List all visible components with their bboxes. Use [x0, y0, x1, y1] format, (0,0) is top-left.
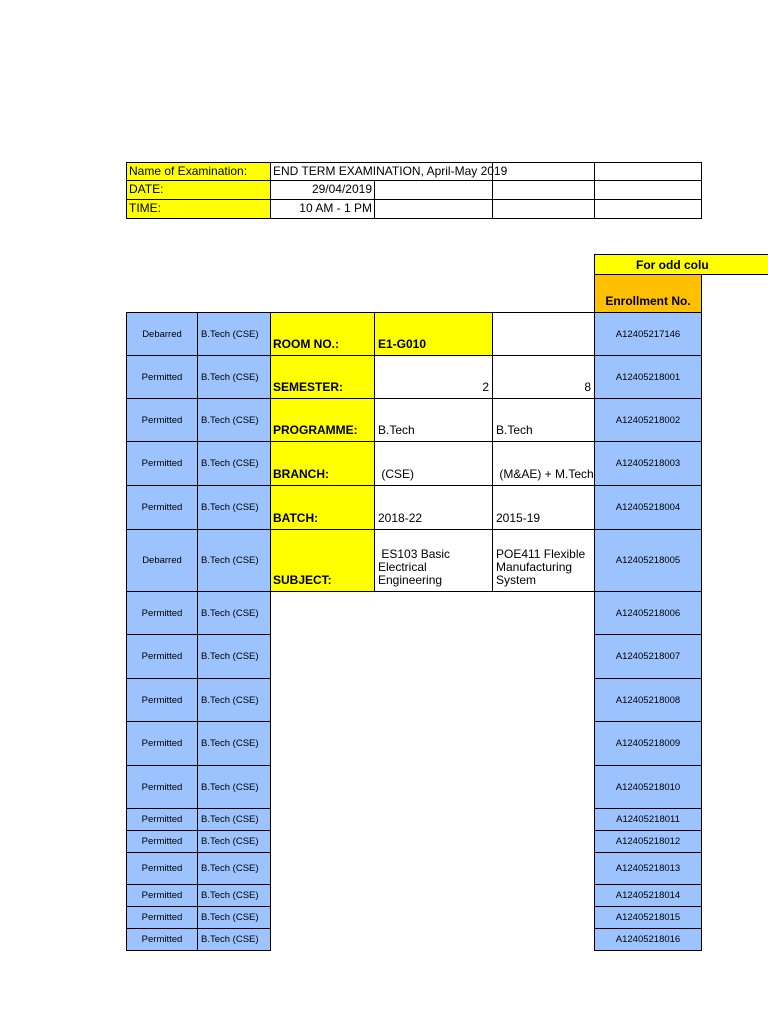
semester-label: SEMESTER: — [270, 355, 375, 399]
row-enrollment: A12405218002 — [594, 398, 702, 442]
date-value: 29/04/2019 — [270, 180, 375, 200]
row-program: B.Tech (CSE) — [197, 808, 271, 831]
row-status: Permitted — [126, 852, 198, 885]
row-status: Permitted — [126, 634, 198, 679]
row-enrollment: A12405218008 — [594, 678, 702, 722]
row-enrollment: A12405218014 — [594, 884, 702, 907]
row-program: B.Tech (CSE) — [197, 765, 271, 809]
row-program: B.Tech (CSE) — [197, 906, 271, 929]
time-empty-cell-3 — [594, 199, 702, 219]
time-empty-cell-1 — [374, 199, 493, 219]
header-divider — [374, 162, 493, 181]
row-program: B.Tech (CSE) — [197, 485, 271, 530]
row-status: Permitted — [126, 928, 198, 951]
row-program: B.Tech (CSE) — [197, 678, 271, 722]
row-enrollment: A12405218006 — [594, 591, 702, 635]
row-status: Permitted — [126, 721, 198, 766]
row-enrollment: A12405218004 — [594, 485, 702, 530]
time-label: TIME: — [126, 199, 271, 219]
row-enrollment: A12405218007 — [594, 634, 702, 679]
semester-value-1: 2 — [374, 355, 493, 399]
odd-column-note: For odd colu — [594, 254, 768, 275]
row-status: Permitted — [126, 355, 198, 399]
row-status: Permitted — [126, 884, 198, 907]
row-status: Permitted — [126, 485, 198, 530]
branch-value-2: (M&AE) + M.Tech — [492, 441, 595, 486]
row-status: Permitted — [126, 906, 198, 929]
row-program: B.Tech (CSE) — [197, 529, 271, 592]
row-enrollment: A12405218013 — [594, 852, 702, 885]
row-status: Permitted — [126, 591, 198, 635]
row-enrollment: A12405218010 — [594, 765, 702, 809]
date-empty-cell-3 — [594, 180, 702, 200]
enrollment-header: Enrollment No. — [594, 274, 702, 313]
programme-label: PROGRAMME: — [270, 398, 375, 442]
room-empty-cell — [492, 312, 595, 356]
time-empty-cell-2 — [492, 199, 595, 219]
room-value: E1-G010 — [374, 312, 493, 356]
subject-label: SUBJECT: — [270, 529, 375, 592]
row-program: B.Tech (CSE) — [197, 591, 271, 635]
batch-value-2: 2015-19 — [492, 485, 595, 530]
row-status: Permitted — [126, 830, 198, 853]
row-program: B.Tech (CSE) — [197, 928, 271, 951]
row-program: B.Tech (CSE) — [197, 355, 271, 399]
row-program: B.Tech (CSE) — [197, 721, 271, 766]
batch-value-1: 2018-22 — [374, 485, 493, 530]
exam-empty-cell-2 — [594, 162, 702, 181]
date-empty-cell-1 — [374, 180, 493, 200]
row-program: B.Tech (CSE) — [197, 830, 271, 853]
branch-value-1: (CSE) — [374, 441, 493, 486]
branch-label: BRANCH: — [270, 441, 375, 486]
date-empty-cell-2 — [492, 180, 595, 200]
subject-value-2: POE411 Flexible Manufacturing System — [492, 529, 595, 592]
row-program: B.Tech (CSE) — [197, 884, 271, 907]
row-enrollment: A12405217146 — [594, 312, 702, 356]
row-enrollment: A12405218011 — [594, 808, 702, 831]
row-status: Permitted — [126, 765, 198, 809]
row-status: Permitted — [126, 808, 198, 831]
row-status: Debarred — [126, 312, 198, 356]
row-enrollment: A12405218003 — [594, 441, 702, 486]
row-enrollment: A12405218015 — [594, 906, 702, 929]
row-program: B.Tech (CSE) — [197, 312, 271, 356]
exam-name-value: END TERM EXAMINATION, April-May 2019 — [270, 162, 595, 181]
row-program: B.Tech (CSE) — [197, 852, 271, 885]
row-status: Permitted — [126, 678, 198, 722]
row-enrollment: A12405218016 — [594, 928, 702, 951]
exam-name-label: Name of Examination: — [126, 162, 271, 181]
row-enrollment: A12405218012 — [594, 830, 702, 853]
time-value: 10 AM - 1 PM — [270, 199, 375, 219]
row-status: Debarred — [126, 529, 198, 592]
row-status: Permitted — [126, 398, 198, 442]
exam-empty-cell-1 — [492, 162, 595, 181]
programme-value-2: B.Tech — [492, 398, 595, 442]
programme-value-1: B.Tech — [374, 398, 493, 442]
row-status: Permitted — [126, 441, 198, 486]
row-program: B.Tech (CSE) — [197, 634, 271, 679]
row-program: B.Tech (CSE) — [197, 398, 271, 442]
date-label: DATE: — [126, 180, 271, 200]
row-program: B.Tech (CSE) — [197, 441, 271, 486]
room-label: ROOM NO.: — [270, 312, 375, 356]
subject-value-1: ES103 Basic Electrical Engineering — [374, 529, 493, 592]
batch-label: BATCH: — [270, 485, 375, 530]
row-enrollment: A12405218001 — [594, 355, 702, 399]
semester-value-2: 8 — [492, 355, 595, 399]
row-enrollment: A12405218005 — [594, 529, 702, 592]
row-enrollment: A12405218009 — [594, 721, 702, 766]
